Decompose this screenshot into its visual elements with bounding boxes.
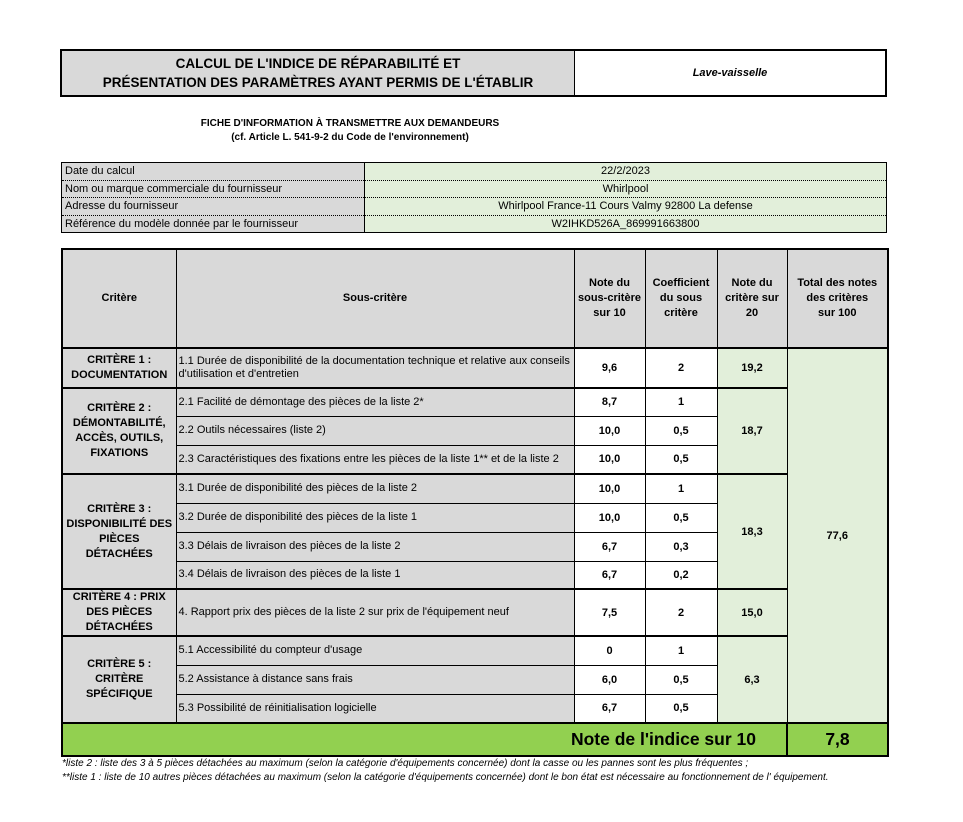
sub-criterion: 2.3 Caractéristiques des fixations entre les pièces de la liste 1** et de la liste 2	[176, 445, 574, 474]
total-score-100: 77,6	[787, 348, 888, 723]
criterion-line: DÉMONTABILITÉ,	[72, 417, 166, 429]
criterion-line: DOCUMENTATION	[71, 369, 168, 381]
sub-criterion: 2.1 Facilité de démontage des pièces de la liste 2*	[176, 388, 574, 416]
supplier-info-table	[61, 162, 887, 233]
table-row	[62, 589, 888, 636]
header-line: critère sur	[725, 292, 779, 304]
header-line: Total des notes	[797, 277, 878, 289]
header-line: Coefficient	[652, 277, 710, 289]
sub-criterion: 2.2 Outils nécessaires (liste 2)	[176, 416, 574, 445]
title-line-2: PRÉSENTATION DES PARAMÈTRES AYANT PERMIS DE L'ÉTABLIR	[102, 75, 534, 90]
sub-criterion: 5.3 Possibilité de réinitialisation logicielle	[176, 694, 574, 723]
table-row	[62, 388, 888, 416]
info-label: Adresse du fournisseur	[62, 198, 365, 216]
final-score-row	[62, 723, 888, 756]
criterion-3-score: 18,3	[717, 474, 787, 589]
col-header-note20	[717, 249, 787, 348]
sub-criterion-coefficient: 1	[645, 636, 717, 665]
fiche-line-2: (cf. Article L. 541-9-2 du Code de l'environnement)	[231, 132, 469, 143]
sub-criterion-score: 6,7	[574, 561, 645, 589]
criteria-table	[61, 248, 889, 757]
criterion-line: CRITÈRE 4 : PRIX	[72, 591, 166, 603]
criterion-line: ACCÈS, OUTILS,	[75, 432, 164, 444]
sub-criterion-score: 6,0	[574, 665, 645, 694]
criterion-line: FIXATIONS	[90, 447, 149, 459]
sub-criterion: 3.2 Durée de disponibilité des pièces de la liste 1	[176, 503, 574, 532]
criterion-line: DÉTACHÉES	[85, 621, 153, 633]
table-row	[62, 474, 888, 503]
sub-criterion: 3.4 Délais de livraison des pièces de la liste 1	[176, 561, 574, 589]
criterion-1-label	[62, 348, 176, 388]
table-row	[62, 636, 888, 665]
sub-criterion: 3.3 Délais de livraison des pièces de la liste 2	[176, 532, 574, 561]
sub-criterion-coefficient: 0,5	[645, 665, 717, 694]
sub-criterion-score: 10,0	[574, 503, 645, 532]
info-row-brand	[62, 180, 887, 198]
sub-criterion-score: 10,0	[574, 416, 645, 445]
header-line: 20	[745, 307, 759, 319]
final-score-label: Note de l'indice sur 10	[62, 723, 787, 756]
sub-criterion-score: 6,7	[574, 694, 645, 723]
criterion-2-label	[62, 388, 176, 474]
footnote-list-1: **liste 1 : liste de 10 autres pièces détachées au maximum (selon la catégorie d'équipements concernée) dont le bon état est nécessaire au fonctionnement de l' équipement.	[62, 772, 829, 783]
sub-criterion: 5.2 Assistance à distance sans frais	[176, 665, 574, 694]
sub-criterion-score: 6,7	[574, 532, 645, 561]
header-line: critère	[664, 307, 698, 319]
criterion-4-label	[62, 589, 176, 636]
sub-criterion-score: 9,6	[574, 348, 645, 388]
sub-criterion-score: 7,5	[574, 589, 645, 636]
sub-criterion-coefficient: 0,5	[645, 694, 717, 723]
info-label: Référence du modèle donnée par le fournisseur	[62, 215, 365, 233]
criterion-line: DISPONIBILITÉ DES	[66, 517, 173, 530]
title-line-1: CALCUL DE L'INDICE DE RÉPARABILITÉ ET	[175, 56, 461, 71]
fiche-line-1: FICHE D'INFORMATION À TRANSMETTRE AUX DEMANDEURS	[200, 118, 500, 129]
fiche-heading	[150, 117, 550, 145]
criterion-4-score: 15,0	[717, 589, 787, 636]
info-value: 22/2/2023	[365, 163, 887, 181]
header-line: des critères	[806, 292, 869, 304]
sub-criterion-coefficient: 0,2	[645, 561, 717, 589]
info-value: Whirlpool	[365, 180, 887, 198]
sub-criterion: 1.1 Durée de disponibilité de la documentation technique et relative aux conseils d'utilisation et d'entretien	[176, 348, 574, 388]
col-header-critere: Critère	[62, 249, 176, 348]
document-header	[60, 49, 887, 97]
criterion-5-score: 6,3	[717, 636, 787, 723]
criterion-line: CRITÈRE 1 :	[87, 354, 152, 366]
sub-criterion-coefficient: 1	[645, 388, 717, 416]
col-header-note10	[574, 249, 645, 348]
col-header-coefficient	[645, 249, 717, 348]
table-row	[62, 348, 888, 388]
info-row-date	[62, 163, 887, 181]
criterion-line: SPÉCIFIQUE	[85, 688, 153, 700]
header-line: sur 10	[593, 307, 626, 319]
sub-criterion-coefficient: 1	[645, 474, 717, 503]
criterion-2-score: 18,7	[717, 388, 787, 474]
footnotes	[62, 757, 892, 785]
header-row	[62, 249, 888, 348]
footnote-list-2: *liste 2 : liste des 3 à 5 pièces détachées au maximum (selon la catégorie d'équipements concernée) dont la casse ou les pannes sont les plus fréquentes ;	[62, 758, 749, 769]
col-header-total100	[787, 249, 888, 348]
sub-criterion-score: 10,0	[574, 445, 645, 474]
sub-criterion-score: 8,7	[574, 388, 645, 416]
header-line: Note du	[731, 277, 773, 289]
info-row-reference	[62, 215, 887, 233]
criterion-line: DES PIÈCES	[86, 606, 153, 618]
criterion-line: CRITÈRE 5 : CRITÈRE	[87, 658, 152, 685]
sub-criterion-coefficient: 0,5	[645, 445, 717, 474]
criterion-line: PIÈCES DÉTACHÉES	[85, 532, 153, 560]
product-category: Lave-vaisselle	[575, 51, 885, 95]
criterion-line: CRITÈRE 3 :	[87, 502, 152, 515]
document-title	[62, 51, 575, 95]
info-row-address	[62, 198, 887, 216]
sub-criterion-coefficient: 2	[645, 589, 717, 636]
sub-criterion: 3.1 Durée de disponibilité des pièces de la liste 2	[176, 474, 574, 503]
info-label: Nom ou marque commerciale du fournisseur	[62, 180, 365, 198]
criterion-1-score: 19,2	[717, 348, 787, 388]
criterion-5-label	[62, 636, 176, 723]
header-line: du sous	[659, 292, 703, 304]
header-line: sous-critère	[578, 292, 641, 304]
header-line: sur 100	[817, 307, 857, 319]
header-line: Note du	[589, 277, 630, 289]
criterion-line: CRITÈRE 2 :	[87, 402, 152, 414]
sub-criterion: 5.1 Accessibilité du compteur d'usage	[176, 636, 574, 665]
sub-criterion-coefficient: 0,5	[645, 416, 717, 445]
final-score-value: 7,8	[787, 723, 888, 756]
info-label: Date du calcul	[62, 163, 365, 181]
info-value: Whirlpool France-11 Cours Valmy 92800 La defense	[365, 198, 887, 216]
sub-criterion-score: 0	[574, 636, 645, 665]
sub-criterion-score: 10,0	[574, 474, 645, 503]
sub-criterion-coefficient: 0,5	[645, 503, 717, 532]
info-value: W2IHKD526A_869991663800	[365, 215, 887, 233]
criterion-3-label	[62, 474, 176, 589]
sub-criterion-coefficient: 2	[645, 348, 717, 388]
col-header-sous-critere: Sous-critère	[176, 249, 574, 348]
sub-criterion: 4. Rapport prix des pièces de la liste 2 sur prix de l'équipement neuf	[176, 589, 574, 636]
sub-criterion-coefficient: 0,3	[645, 532, 717, 561]
